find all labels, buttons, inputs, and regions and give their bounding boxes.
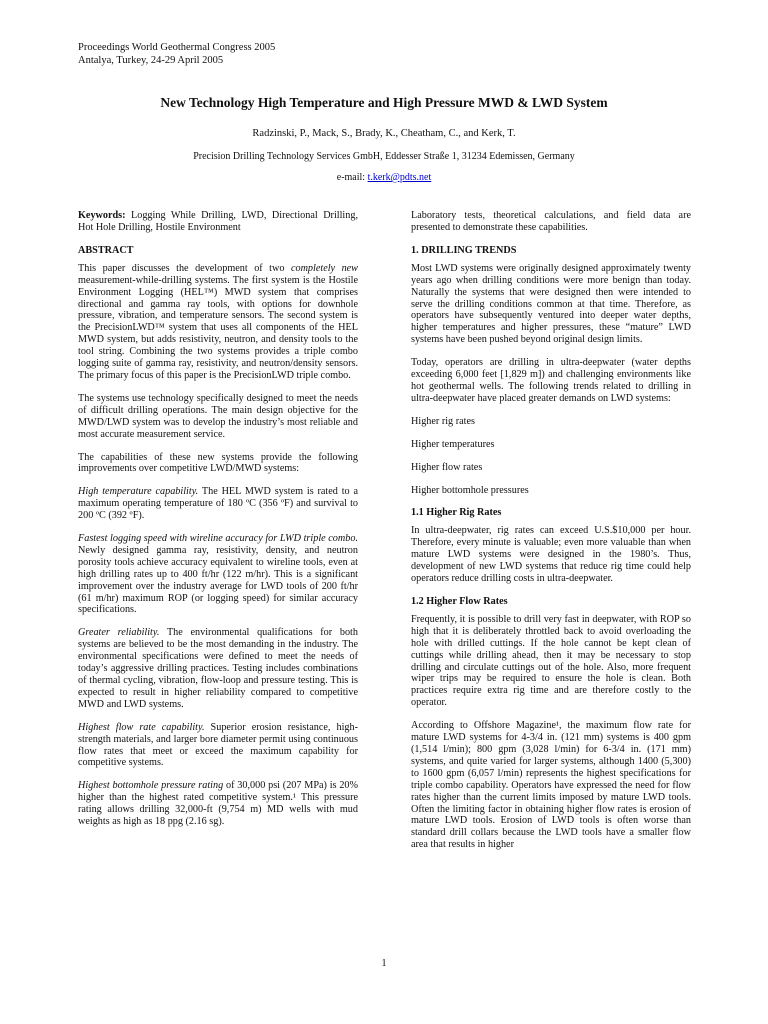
paragraph-lab-tests: Laboratory tests, theoretical calculations, and field data are presented to demonstrate these capabilities. bbox=[411, 210, 691, 233]
paper-title: New Technology High Temperature and High Pressure MWD & LWD System bbox=[160, 95, 608, 110]
abstract-paragraph bbox=[78, 263, 358, 382]
bottomhole-pressure-label: Highest bottomhole pressure rating bbox=[78, 780, 224, 792]
page-number: 1 bbox=[381, 958, 387, 969]
paragraph-mature-systems: Most LWD systems were originally designed approximately twenty years ago when drilling conditions were more benign than today. Naturally the systems that were designed then were intended to serve the drilling conditions common at that time. Therefore, as operators have subsequently ventured into deeper water depths, higher temperatures and higher pressures, these “mature” LWD systems have been pushed beyond original design limits. bbox=[411, 262, 691, 346]
paragraph-logging-speed bbox=[78, 533, 358, 616]
subsection-heading-rig-rates: 1.1 Higher Rig Rates bbox=[411, 507, 502, 519]
header-line-1: Proceedings World Geothermal Congress 2005 bbox=[78, 42, 276, 53]
keywords-text: Logging While Drilling, LWD, Directional Drilling, Hot Hole Drilling, Hostile Environment bbox=[78, 210, 358, 233]
flow-rate-label: Highest flow rate capability. bbox=[78, 721, 205, 733]
bottomhole-pressure-text: of 30,000 psi (207 MPa) is 20% higher than the highest rated competitive system.¹ This pressure rating allows drilling 32,000-ft (9,754 m) MD wells with mud weights as high as 18 ppg (2.16 sg). bbox=[78, 780, 358, 828]
abstract-text-b: measurement-while-drilling systems. The first system is the Hostile Environment Logging (HEL™) MWD system that comprises directional and gamma ray tools, with options for downhole pressure, vibration, and temperature sensors. The second system is the PrecisionLWD™ system that uses all components of the HEL MWD system, but adds resistivity, neutron, and density tools to the tool string. Combining the two systems provides a triple combo logging suite of gamma ray, resistivity, and neutron/density sensors. The primary focus of this paper is the PrecisionLWD triple combo. bbox=[78, 274, 358, 381]
email-label: e-mail: bbox=[336, 172, 368, 183]
list-item: Higher temperatures bbox=[411, 438, 495, 450]
section-heading-drilling-trends: 1. DRILLING TRENDS bbox=[411, 244, 517, 256]
abstract-text-a: This paper discusses the development of two bbox=[78, 262, 291, 274]
paragraph-capabilities-intro: The capabilities of these new systems provide the following improvements over competitive LWD/MWD systems: bbox=[78, 451, 358, 475]
email-link[interactable]: t.kerk@pdts.net bbox=[367, 172, 432, 183]
reliability-label: Greater reliability. bbox=[78, 627, 160, 639]
paragraph-offshore-magazine: According to Offshore Magazine¹, the maximum flow rate for mature LWD systems for 4-3/4 in. (121 mm) systems is 400 gpm (1,514 l/min); 800 gpm (3,028 l/min) for 6-3/4 in. (171 mm) systems, and quite varied for larger systems, although 1400 (5,300) to 1600 gpm (6,057 l/min) represents the highest specifications for triple combo capability. Operators have expressed the need for flow rates higher than the current limits imposed by mature LWD tools. Often the limiting factor in obtaining higher flow rates is erosion of mature LWD tools. Erosion of LWD tools is often worse than standard drill collars because the LWD tools have a smaller flow area that results in higher bbox=[411, 720, 691, 851]
high-temperature-text: The HEL MWD system is rated to a maximum operating temperature of 180 ºC (356 ºF) and survival to 200 ºC (392 ºF). bbox=[78, 486, 359, 522]
logging-speed-label: Fastest logging speed with wireline accuracy for LWD triple combo. bbox=[78, 533, 358, 545]
paragraph-bottomhole-pressure bbox=[78, 780, 358, 828]
paragraph-rig-rates: In ultra-deepwater, rig rates can exceed U.S.$10,000 per hour. Therefore, every minute is valuable; even more valuable than when mature LWD systems were designed in the 1980’s. Thus, development of new LWD systems that reduce rig time could help operators reduce drilling costs in ultra-deepwater. bbox=[411, 525, 691, 585]
paragraph-ultra-deepwater: Today, operators are drilling in ultra-deepwater (water depths exceeding 6,000 feet [1,829 m]) and challenging environments like hot geothermal wells. The following trends related to drilling in ultra-deepwater have placed greater demands on LWD systems: bbox=[411, 357, 691, 404]
list-item: Higher rig rates bbox=[411, 415, 475, 427]
logging-speed-text: Newly designed gamma ray, resistivity, density, and neutron porosity tools achieve accuracy equivalent to wireline tools, even at high drilling rates up to 400 ft/hr (122 m/hr). This is a significant improvement over the industry average for LWD tools of 200 ft/hr (61 m/hr) maximum ROP (or logging speed) for similar accuracy specifications. bbox=[78, 544, 358, 616]
paragraph-design-objective: The systems use technology specifically designed to meet the needs of difficult drilling operations. The main design objective for the MWD/LWD system was to develop the industry’s most reliable and most accurate measurement service. bbox=[78, 392, 358, 440]
list-item: Higher bottomhole pressures bbox=[411, 484, 529, 496]
left-column bbox=[78, 210, 358, 839]
affiliation: Precision Drilling Technology Services GmbH, Eddesser Straße 1, 31234 Edemissen, Germany bbox=[193, 151, 575, 162]
list-item: Higher flow rates bbox=[411, 461, 483, 473]
email-line bbox=[0, 172, 768, 183]
keywords bbox=[78, 210, 358, 234]
high-temperature-label: High temperature capability. bbox=[78, 486, 199, 498]
abstract-heading: ABSTRACT bbox=[78, 244, 134, 256]
authors: Radzinski, P., Mack, S., Brady, K., Cheatham, C., and Kerk, T. bbox=[252, 128, 516, 139]
paragraph-flow-rate bbox=[78, 722, 358, 770]
paragraph-flow-rates: Frequently, it is possible to drill very fast in deepwater, with ROP so high that it is deliberately throttled back to avoid overloading the hole with drilled cuttings. If the hole cannot be kept clean of cuttings while drilling ahead, then it may be necessary to stop drilling and circulate cuttings out of the hole. Also, more frequent wiper trips may be required to ensure the hole is clean. Both practices require extra rig time and are therefore costly to the operator. bbox=[411, 613, 691, 709]
flow-rate-text: Superior erosion resistance, high-strength materials, and larger bore diameter permit using continuous flow rates that meet or exceed the maximum capability for competitive systems. bbox=[78, 721, 358, 769]
reliability-text: The environmental qualifications for both systems are believed to be the most demanding in the industry. The environmental specifications were defined to meet the needs of today’s aggressive drilling practices. Testing includes combinations of thermal cycling, vibration, flow-loop and pressure testing. This is expected to result in higher reliability compared to competitive MWD and LWD systems. bbox=[78, 627, 358, 710]
subsection-heading-flow-rates: 1.2 Higher Flow Rates bbox=[411, 595, 508, 607]
header-line-2: Antalya, Turkey, 24-29 April 2005 bbox=[78, 54, 224, 66]
keywords-label: Keywords: bbox=[78, 210, 126, 221]
abstract-emphasis: completely new bbox=[290, 262, 358, 274]
paragraph-high-temperature bbox=[78, 486, 358, 522]
right-column bbox=[411, 210, 691, 862]
proceedings-header bbox=[78, 42, 275, 67]
paragraph-reliability bbox=[78, 627, 358, 710]
